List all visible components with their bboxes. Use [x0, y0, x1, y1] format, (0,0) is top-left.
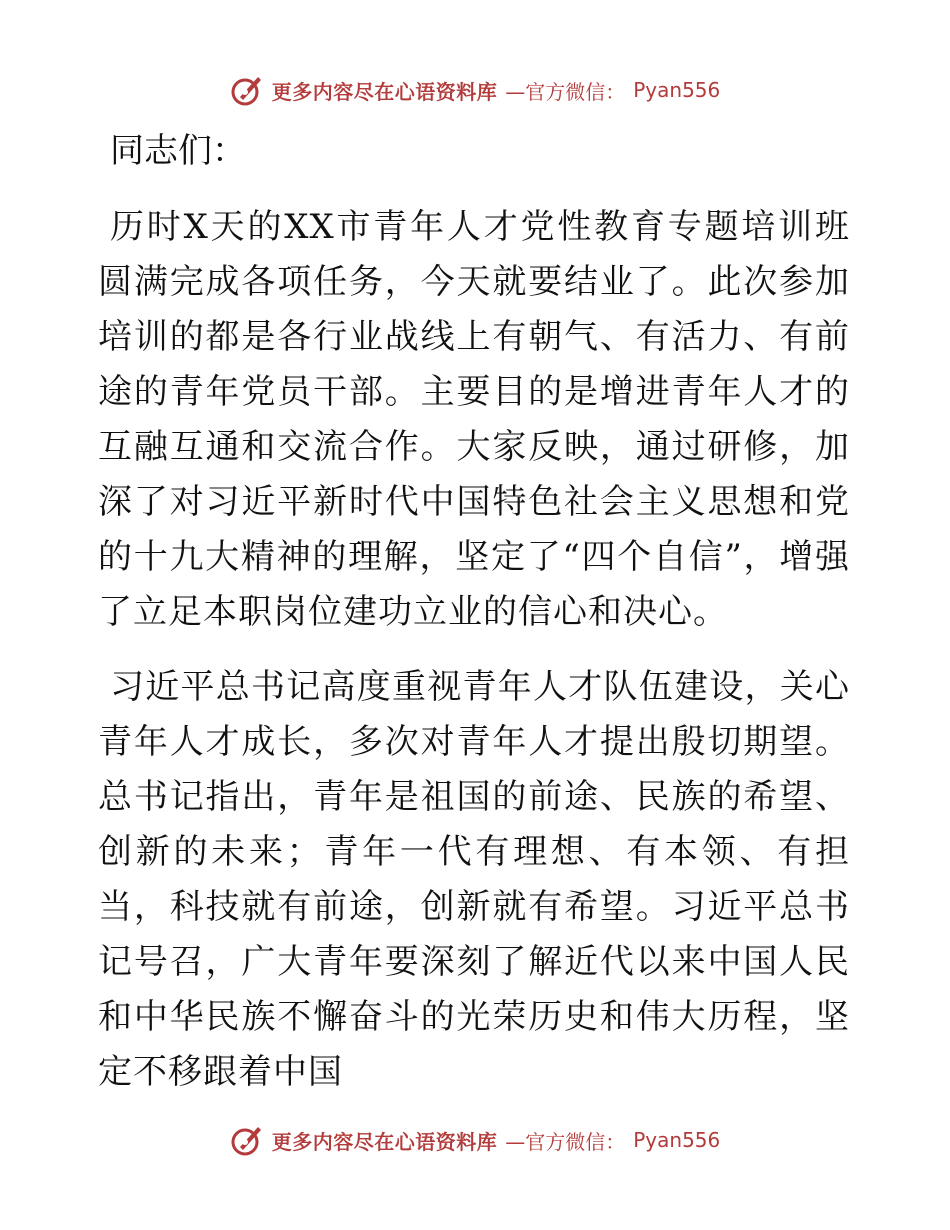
watermark-title: 更多内容尽在心语资料库 [271, 1129, 498, 1154]
watermark-label: —官方微信： [505, 79, 626, 104]
greeting: 同志们： [110, 131, 246, 171]
quill-pen-icon [230, 1123, 264, 1157]
paragraph-1: 历时X天的XX市青年人才党性教育专题培训班圆满完成各项任务，今天就要结业了。此次参加培训的都是各行业战线上有朝气、有活力、有前途的青年党员干部。主要目的是增进青年人才的互融互通和交流合作。大家反映，通过研修，加深了对习近平新时代中国特色社会主义思想和党的十九大精神的理解，坚定了“四个自信”，增强了立足本职岗位建功立业的信心和决心。 [98, 207, 850, 632]
paragraph-2: 习近平总书记高度重视青年人才队伍建设，关心青年人才成长，多次对青年人才提出殷切期望。总书记指出，青年是祖国的前途、民族的希望、创新的未来；青年一代有理想、有本领、有担当，科技就有前途，创新就有希望。习近平总书记号召，广大青年要深刻了解近代以来中国人民和中华民族不懈奋斗的光荣历史和伟大历程，坚定不移跟着中国 [98, 667, 850, 1092]
document-body [98, 120, 850, 1120]
watermark-title: 更多内容尽在心语资料库 [271, 79, 498, 104]
watermark-wechat-id: Pyan556 [633, 78, 721, 102]
watermark-label: —官方微信： [505, 1129, 626, 1154]
quill-pen-icon [230, 73, 264, 107]
footer-watermark [0, 1120, 950, 1160]
header-watermark [0, 70, 950, 110]
watermark-wechat-id: Pyan556 [633, 1128, 721, 1152]
